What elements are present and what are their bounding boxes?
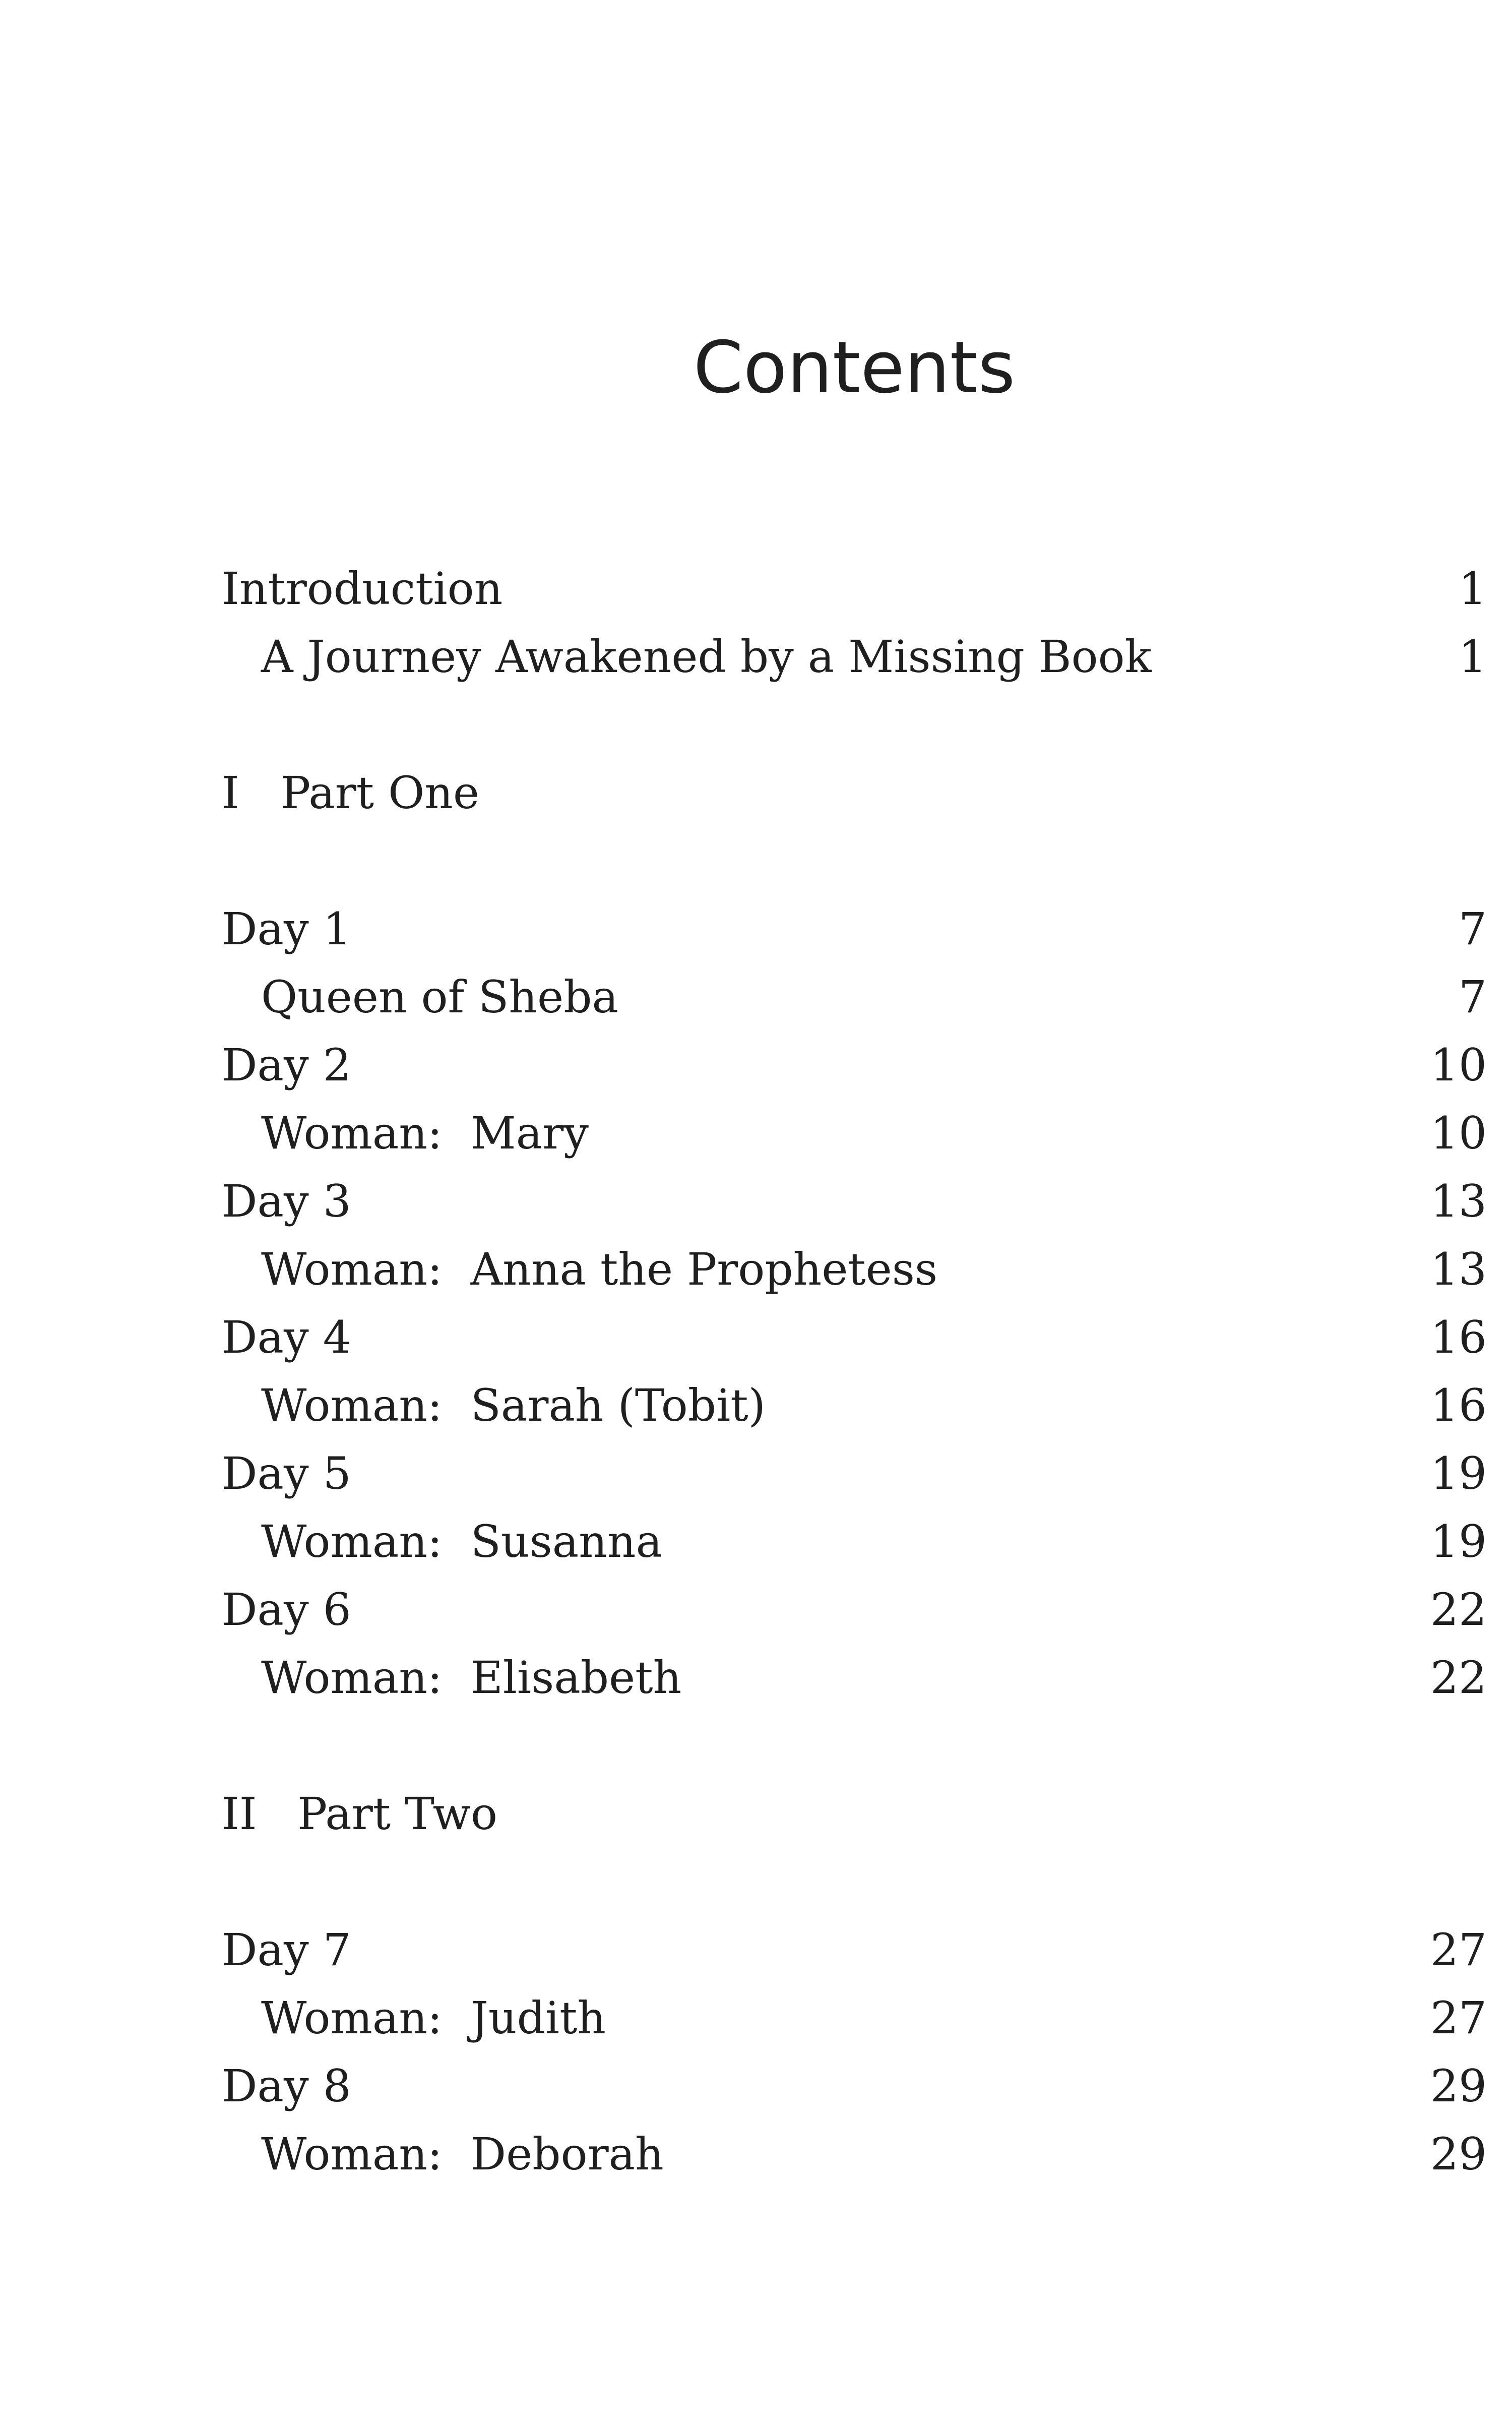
toc-subentry-label: Woman: Deborah (261, 2128, 664, 2180)
toc-subentry-page: 7 (1459, 971, 1487, 1023)
toc-entry-label: Day 5 (222, 1447, 351, 1499)
toc-subentry-woman[interactable] (222, 1984, 1487, 2052)
toc-entry-page: 22 (1430, 1584, 1487, 1636)
toc-subentry-woman[interactable] (222, 1099, 1487, 1167)
toc-entry-label: Day 7 (222, 1924, 351, 1976)
toc-subentry-page: 19 (1430, 1516, 1487, 1567)
toc-entry-day[interactable] (222, 1576, 1487, 1644)
toc-entry-day[interactable] (222, 1167, 1487, 1235)
toc-subentry-page: 29 (1430, 2128, 1487, 2180)
toc-entry-day[interactable] (222, 1031, 1487, 1099)
page-title: Contents (693, 326, 1016, 409)
toc-entry-page: 27 (1430, 1924, 1487, 1976)
toc-subentry-woman[interactable] (222, 1644, 1487, 1712)
toc-entry-page: 1 (1459, 563, 1487, 615)
toc-entry-label: Introduction (222, 563, 503, 615)
toc-subentry-woman[interactable] (222, 963, 1487, 1031)
toc-entry-day[interactable] (222, 2052, 1487, 2120)
part-heading (222, 1788, 497, 1840)
toc-subentry-woman[interactable] (222, 1507, 1487, 1576)
toc-subentry-woman[interactable] (222, 1371, 1487, 1439)
toc-entry-page: 19 (1430, 1447, 1487, 1499)
toc-part-one[interactable] (222, 759, 1487, 827)
toc-subentry-label: Woman: Elisabeth (261, 1652, 682, 1704)
toc-subentry-label: Woman: Susanna (261, 1516, 663, 1567)
toc-entry-introduction[interactable] (222, 555, 1487, 623)
toc-subentry-page: 10 (1430, 1107, 1487, 1159)
table-of-contents (222, 555, 1487, 2188)
toc-entry-page: 7 (1459, 903, 1487, 955)
part-one-entries (222, 895, 1487, 1712)
part-numeral: II (222, 1788, 257, 1840)
part-heading (222, 767, 479, 819)
part-numeral: I (222, 767, 239, 819)
toc-entry-page: 10 (1430, 1039, 1487, 1091)
toc-entry-label: Day 1 (222, 903, 351, 955)
part-title: Part One (281, 767, 480, 819)
toc-subentry-label: Woman: Mary (261, 1107, 589, 1159)
toc-subentry-page: 1 (1459, 631, 1487, 683)
part-title: Part Two (297, 1788, 497, 1840)
toc-subentry-label: Woman: Judith (261, 1992, 606, 2044)
toc-subentry-page: 16 (1430, 1379, 1487, 1431)
toc-subentry-label: A Journey Awakened by a Missing Book (261, 631, 1152, 683)
toc-subentry-page: 13 (1430, 1243, 1487, 1295)
toc-entry-day[interactable] (222, 895, 1487, 963)
toc-entry-label: Day 6 (222, 1584, 351, 1636)
toc-subentry-woman[interactable] (222, 2120, 1487, 2188)
toc-part-two[interactable] (222, 1780, 1487, 1848)
toc-entry-label: Day 2 (222, 1039, 351, 1091)
toc-subentry-label: Woman: Sarah (Tobit) (261, 1379, 766, 1431)
toc-entry-label: Day 4 (222, 1311, 351, 1363)
toc-subentry-label: Woman: Anna the Prophetess (261, 1243, 938, 1295)
toc-subentry-label: Queen of Sheba (261, 971, 618, 1023)
toc-subentry-page: 27 (1430, 1992, 1487, 2044)
toc-entry-page: 13 (1430, 1175, 1487, 1227)
toc-entry-day[interactable] (222, 1439, 1487, 1507)
toc-entry-page: 29 (1430, 2060, 1487, 2112)
toc-subentry-journey[interactable] (222, 623, 1487, 691)
part-two-entries (222, 1916, 1487, 2188)
toc-entry-label: Day 8 (222, 2060, 351, 2112)
toc-entry-page: 16 (1430, 1311, 1487, 1363)
toc-entry-day[interactable] (222, 1916, 1487, 1984)
toc-entry-label: Day 3 (222, 1175, 351, 1227)
toc-subentry-woman[interactable] (222, 1235, 1487, 1303)
toc-subentry-page: 22 (1430, 1652, 1487, 1704)
toc-entry-day[interactable] (222, 1303, 1487, 1371)
